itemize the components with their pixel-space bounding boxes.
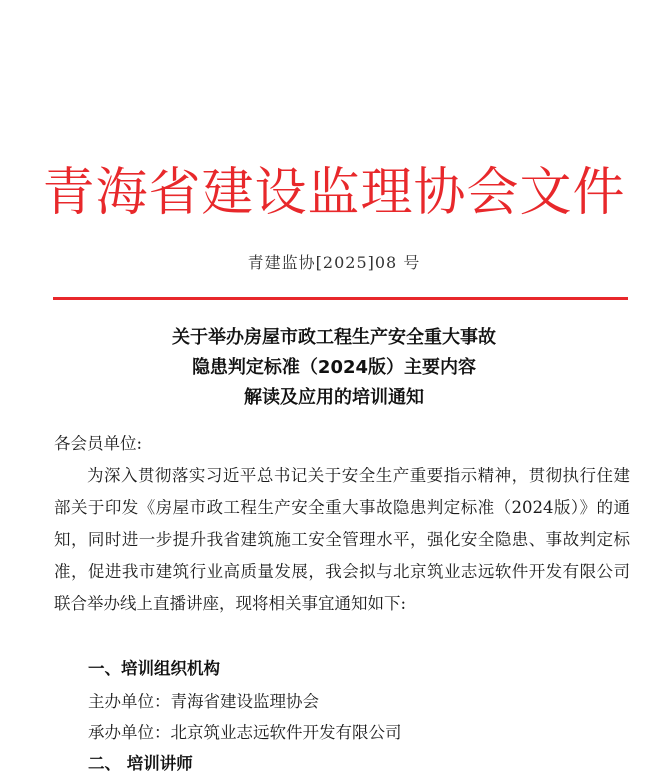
notice-title-line-2: 隐患判定标准（2024版）主要内容 bbox=[191, 357, 477, 378]
intro-paragraph: 为深入贯彻落实习近平总书记关于安全生产重要指示精神，贯彻执行住建部关于印发《房屋市政工程生产安全重大事故隐患判定标准（2024版）》的通知，同时进一步提升我省建筑施工安全管理水平，强化安全隐患、事故判定标准，促进我市建筑行业高质量发展，我会拟与北京筑业志远软件开发有限公司联合举办线上直播讲座，现将相关事宜通知如下: bbox=[54, 466, 630, 613]
notice-title bbox=[0, 323, 668, 413]
section-1-heading: 一、培训组织机构 bbox=[88, 659, 220, 678]
notice-body bbox=[54, 428, 630, 620]
salutation: 各会员单位: bbox=[54, 434, 143, 453]
co-organizer-line: 承办单位：北京筑业志远软件开发有限公司 bbox=[88, 723, 402, 742]
masthead-title: 青海省建设监理协会文件 bbox=[42, 163, 626, 223]
red-divider bbox=[53, 297, 628, 300]
notice-title-line-3: 解读及应用的培训通知 bbox=[244, 387, 424, 408]
organizer-line: 主办单位：青海省建设监理协会 bbox=[88, 692, 319, 711]
section-2-heading: 二、 培训讲师 bbox=[88, 754, 193, 773]
document-number: 青建监协[2025]08 号 bbox=[247, 253, 421, 272]
notice-title-line-1: 关于举办房屋市政工程生产安全重大事故 bbox=[172, 327, 496, 348]
